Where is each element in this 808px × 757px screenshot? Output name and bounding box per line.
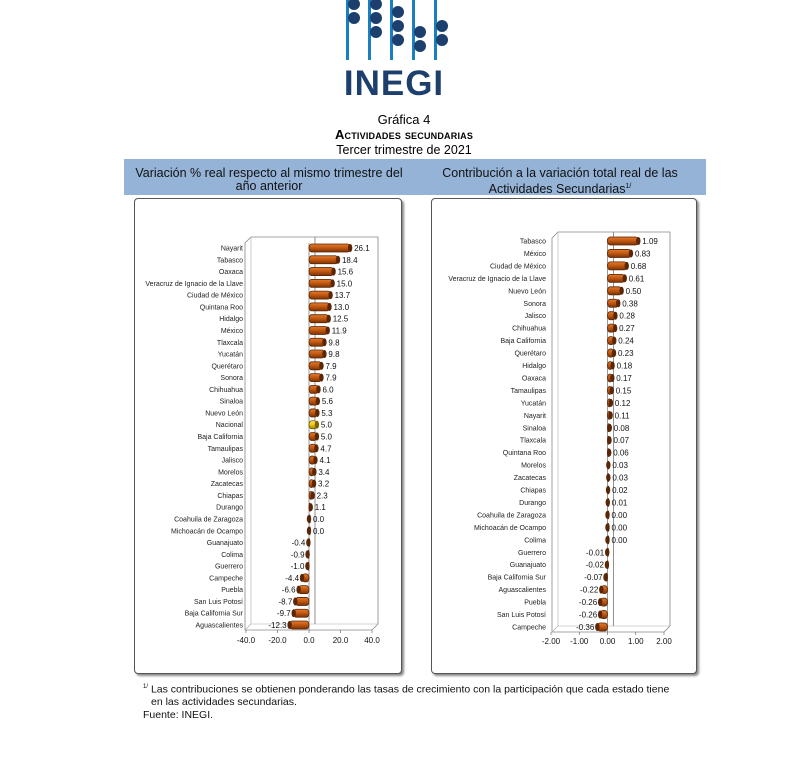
left-x-tick-label: 40.0 [364,636,380,645]
left-category-label: Jalisco [221,457,243,465]
right-value-label: 0.07 [613,436,630,446]
right-bar-cap [613,324,617,332]
right-category-label: Guanajuato [509,562,546,570]
left-category-label: Oaxaca [218,269,243,277]
left-x-tick-label: 20.0 [332,636,349,645]
right-category-label: Veracruz de Ignacio de la Llave [448,275,546,283]
right-bar-cap [612,349,616,357]
right-bar-cap [607,449,611,457]
left-category-label: México [220,327,243,335]
right-bar-cap [598,611,602,619]
right-category-label: Yucatán [520,400,546,408]
left-category-label: Chiapas [217,492,243,500]
right-value-label: -0.36 [576,623,595,632]
left-value-label: 6.0 [322,385,334,395]
left-x-tick-label: -20.0 [268,636,287,645]
right-category-label: Morelos [521,462,546,470]
left-value-label: 15.6 [337,267,354,277]
footnote-line-1: Las contribuciones se obtienen ponderando las tasas de crecimiento con la participación que cada estado tiene [150,683,670,696]
right-value-label: 0.11 [614,411,630,421]
left-bar-cap [287,621,291,629]
right-bar-cap [606,486,610,494]
right-value-label: 0.12 [614,398,631,408]
left-value-label: 5.0 [320,420,332,430]
left-category-label: Tabasco [216,257,243,265]
right-value-label: -0.26 [578,610,598,620]
right-category-label: Sonora [523,300,546,308]
right-bar-cap [598,598,602,606]
left-value-label: -8.7 [278,597,293,607]
right-bar-cap [605,523,609,531]
left-value-label: 5.0 [320,432,332,442]
left-bar-cap [327,303,331,311]
right-bar-cap [609,399,613,407]
left-category-label: Puebla [221,587,243,595]
left-bar [290,621,309,629]
right-category-label: Puebla [524,599,546,607]
footnote-line-2: en las actividades secundarias. [151,696,297,708]
left-bar-cap [322,338,326,346]
left-value-label: 15.0 [336,279,353,289]
right-category-label: Ciudad de México [489,263,546,271]
left-category-label: Zacatecas [210,481,243,489]
right-bar-cap [636,237,640,245]
left-bar [309,303,329,311]
right-category-label: Tabasco [519,238,546,246]
left-value-label: 4.1 [319,456,331,466]
left-bar-cap [336,256,340,264]
left-value-label: 1.1 [314,503,326,513]
right-bar-cap [613,312,617,320]
right-value-label: 0.03 [612,461,628,471]
left-bar-cap [326,326,330,334]
left-bar [309,315,329,323]
left-bar [294,609,309,617]
right-value-label: 0.00 [611,535,628,545]
left-category-label: Hidalgo [219,316,243,324]
right-category-label: Oaxaca [521,375,546,383]
left-bar [309,338,324,346]
left-category-label: Chihuahua [209,386,243,394]
right-bar-cap [608,411,612,419]
left-category-label: Quintana Roo [199,304,243,312]
right-category-label: Colima [524,537,546,545]
left-bar-cap [322,350,326,358]
right-bar-cap [629,249,633,257]
right-bar-cap [607,436,611,444]
left-category-label: Yucatán [217,351,243,359]
right-category-label: Baja California [500,338,546,346]
left-category-label: Baja California [197,434,243,441]
left-value-label: 0.0 [313,526,325,536]
right-bar-cap [595,623,599,631]
right-bar-cap [616,299,620,307]
right-category-label: Campeche [512,624,546,632]
left-value-label: 12.5 [332,314,349,324]
left-value-label: 7.9 [325,373,337,383]
left-bar [309,268,334,276]
right-category-label: Tlaxcala [519,437,546,445]
left-bar [309,244,350,252]
left-category-label: Guanajuato [206,540,243,548]
left-bar-cap [296,586,300,594]
right-bar-cap [610,386,614,394]
left-category-label: Nuevo León [205,410,243,418]
left-bar [309,326,328,334]
left-bar [309,256,338,264]
right-value-label: -0.02 [585,560,604,570]
left-value-label: 11.9 [331,326,347,336]
right-bar-cap [623,274,627,282]
chart-number-title: Gráfica 4 [377,112,431,127]
right-value-label: 0.24 [618,336,634,346]
right-value-label: 0.28 [619,311,635,321]
left-bar-cap [307,527,311,535]
right-category-label: Michoacán de Ocampo [474,524,546,532]
right-bar-cap [625,262,629,270]
right-category-label: Baja California Sur [487,574,546,582]
left-bar-cap [307,515,311,523]
left-header-text: Variación % real respecto al mismo trimestre del año anterior [135,166,403,193]
left-bar-cap [313,456,317,464]
right-value-label: -0.26 [578,598,598,608]
right-category-label: Quintana Roo [502,450,546,458]
left-value-label: 3.4 [318,467,330,477]
right-value-label: 0.17 [616,373,632,383]
right-bar-cap [606,498,610,506]
left-value-label: 0.0 [313,514,325,524]
right-bar-cap [603,573,607,581]
right-value-label: -0.22 [580,585,599,595]
left-category-label: Tlaxcala [216,339,243,347]
right-value-label: 0.00 [611,523,628,533]
left-category-label: Veracruz de Ignacio de la Llave [145,280,243,288]
left-bar-cap [314,444,318,452]
left-bar-cap [319,374,323,382]
right-value-label: 0.00 [611,510,628,520]
right-category-label: San Luis Potosí [496,612,546,620]
left-value-label: 9.8 [328,350,340,360]
right-bar-cap [605,561,609,569]
left-value-label: 26.1 [354,244,370,253]
left-value-label: -0.9 [290,550,305,560]
left-category-label: Morelos [218,469,243,477]
left-bar-cap [312,468,316,476]
right-bar-cap [605,548,609,556]
right-x-tick-label: 1.00 [627,637,644,646]
right-value-label: 0.06 [613,448,629,458]
right-category-label: Nayarit [523,412,546,420]
left-bar-cap [330,279,334,287]
left-bar-cap [306,539,310,547]
left-value-label: 13.7 [334,291,351,301]
right-bar [608,237,639,245]
right-bar-cap [606,461,610,469]
right-x-tick-label: 2.00 [656,637,672,646]
left-bar-cap [316,385,320,393]
right-category-label: Jalisco [524,313,546,321]
right-value-label: 0.61 [628,274,645,284]
left-category-label: Coahuila de Zaragoza [174,516,243,524]
right-category-label: Coahuila de Zaragoza [477,512,546,520]
left-bar-cap [331,268,335,276]
right-category-label: Durango [519,499,546,507]
left-bar-cap [348,244,352,252]
left-value-label: 9.8 [328,338,340,348]
right-category-label: Aguascalientes [498,587,546,595]
left-category-label: Campeche [209,575,243,583]
right-header-text: Contribución a la variación total real de las Actividades Secundarias [442,166,678,197]
footnote [143,681,703,721]
right-value-label: 0.27 [619,324,635,334]
left-category-label: Guerrero [214,563,243,571]
left-category-label: Durango [216,504,243,512]
footnote-mark: 1/ [625,183,632,190]
right-bar [608,274,625,282]
left-category-label: Colima [221,551,243,559]
left-bar-cap [315,421,319,429]
left-category-label: Aguascalientes [195,622,243,630]
left-value-label: 7.9 [325,361,337,371]
chart-subtitle: Actividades secundarias [334,127,474,142]
right-value-label: 0.23 [617,349,634,359]
left-bar [309,279,333,287]
left-bar-cap [319,362,323,370]
footnote-mark-1: 1/ [143,684,149,690]
left-bar-cap [326,315,330,323]
left-value-label: 5.6 [321,397,333,407]
left-bar-cap [312,480,316,488]
right-bar-cap [599,586,603,594]
left-value-label: -1.0 [290,562,305,572]
left-category-label: Nayarit [220,245,243,253]
right-category-label: Sinaloa [522,425,546,433]
right-category-label: Querétaro [514,350,546,358]
right-x-tick-label: 0.00 [599,637,616,646]
left-value-label: 18.4 [341,255,358,265]
left-bar-cap [293,597,297,605]
right-bar [608,262,627,270]
right-bar-cap [619,287,623,295]
left-category-label: Tamaulipas [207,445,243,453]
left-x-tick-label: -40.0 [236,636,256,645]
right-value-label: -0.01 [585,548,605,558]
right-value-label: 1.09 [642,237,658,246]
left-value-label: -9.7 [276,609,291,619]
left-value-label: 3.2 [318,479,330,489]
left-value-label: 4.7 [320,444,332,454]
right-value-label: 0.83 [634,249,651,259]
right-value-label: 0.15 [615,386,632,396]
right-value-label: 0.01 [611,498,628,508]
left-bar-cap [316,397,320,405]
left-category-label: San Luis Potosí [193,598,243,606]
right-value-label: 0.50 [625,286,642,296]
left-category-label: Sonora [220,375,243,383]
right-bar [608,249,631,257]
left-value-label: -12.3 [268,621,287,630]
left-category-label: Querétaro [211,363,243,371]
left-category-label: Nacional [215,422,243,430]
chart-period: Tercer trimestre de 2021 [336,143,472,157]
right-x-tick-label: -1.00 [570,637,589,646]
left-x-tick-label: 0.0 [303,636,315,645]
left-category-label: Ciudad de México [186,292,243,300]
right-category-label: Zacatecas [513,475,546,483]
right-bar-cap [612,337,616,345]
right-category-label: México [523,250,546,258]
left-bar-cap [309,503,313,511]
right-value-label: 0.02 [612,486,628,496]
right-x-tick-label: -2.00 [541,637,561,646]
right-value-label: 0.38 [622,299,638,309]
left-value-label: 13.0 [333,302,350,312]
right-value-label: 0.08 [613,423,630,433]
right-category-label: Guerrero [517,549,546,557]
left-value-label: 5.3 [321,408,333,418]
left-bar-cap [300,574,304,582]
right-bar-cap [610,362,614,370]
left-category-label: Michoacán de Ocampo [171,528,243,536]
right-category-label: Chiapas [520,487,546,495]
left-bar-cap [315,433,319,441]
source-note: Fuente: INEGI. [143,708,214,721]
right-bar-cap [605,536,609,544]
right-category-label: Hidalgo [522,363,546,371]
left-value-label: -6.6 [281,585,296,595]
right-category-label: Tamaulipas [510,387,546,395]
left-bar [309,291,331,299]
right-value-label: 0.18 [616,361,633,371]
left-bar-cap [292,609,296,617]
right-bar-cap [608,424,612,432]
right-category-label: Nuevo León [508,288,546,296]
right-bar-cap [606,474,610,482]
right-bar-cap [605,511,609,519]
right-value-label: 0.68 [630,261,647,271]
left-bar-cap [310,491,314,499]
left-bar-cap [305,550,309,558]
left-value-label: 2.3 [316,491,328,501]
left-bar-cap [305,562,309,570]
left-category-label: Baja California Sur [184,610,243,618]
left-bar-cap [315,409,319,417]
logo-text: INEGI [343,64,445,100]
left-value-label: -4.4 [285,573,300,583]
right-category-label: Chihuahua [512,325,546,333]
left-bar [309,350,324,358]
left-value-label: -0.4 [291,538,306,548]
right-bar-cap [610,374,614,382]
right-value-label: -0.07 [584,573,603,583]
right-value-label: 0.03 [612,473,628,483]
left-category-label: Sinaloa [219,398,243,406]
left-bar-cap [328,291,332,299]
